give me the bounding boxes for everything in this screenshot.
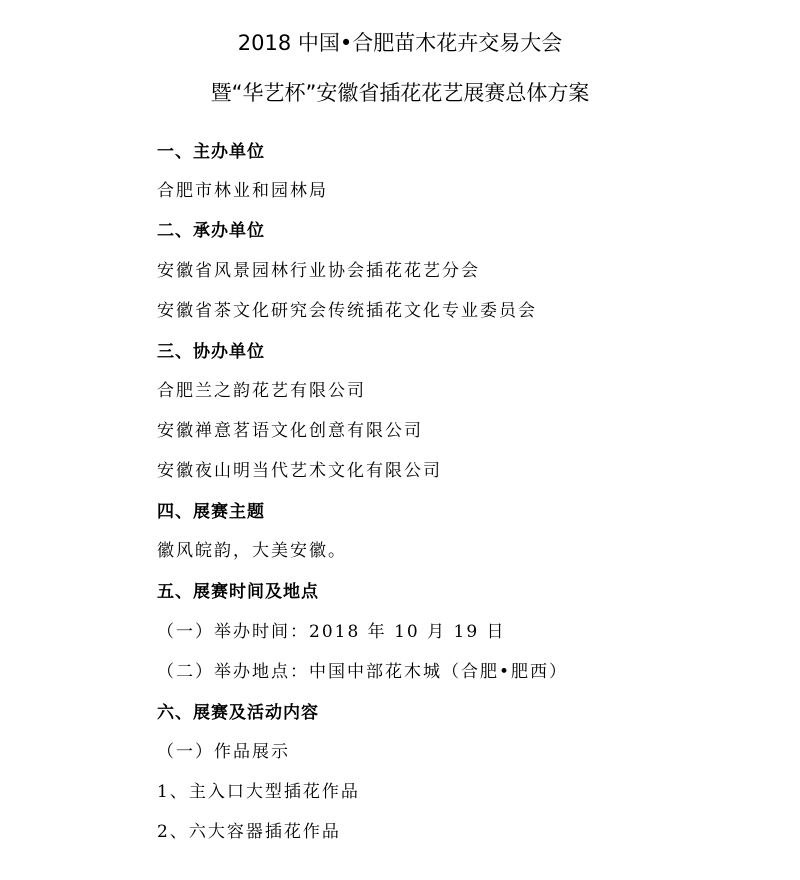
section-heading-time-place: 五、展赛时间及地点 [157,582,319,602]
section-heading-theme: 四、展赛主题 [157,502,265,522]
organizer-item: 合肥市林业和园林局 [157,181,328,201]
content-item-2: 2、六大容器插花作品 [157,822,341,842]
theme-text: 徽风皖韵，大美安徽。 [157,541,347,561]
co-organizer-item-2: 安徽禅意茗语文化创意有限公司 [157,421,423,441]
content-subheading-works: （一）作品展示 [157,742,290,762]
document-title-line-1: 2018 中国•合肥苗木花卉交易大会 [237,31,563,55]
section-heading-organizer: 一、主办单位 [157,142,265,162]
section-heading-content: 六、展赛及活动内容 [157,703,319,723]
event-time: （一）举办时间：2018 年 10 月 19 日 [157,622,506,642]
content-item-1: 1、主入口大型插花作品 [157,782,360,802]
section-heading-co-organizer: 三、协办单位 [157,342,265,362]
co-organizer-item-1: 合肥兰之韵花艺有限公司 [157,381,366,401]
event-place: （二）举办地点：中国中部花木城（合肥•肥西） [157,662,569,682]
co-organizer-item-3: 安徽夜山明当代艺术文化有限公司 [157,461,442,481]
undertaker-item-1: 安徽省风景园林行业协会插花花艺分会 [157,261,480,281]
undertaker-item-2: 安徽省茶文化研究会传统插花文化专业委员会 [157,301,537,321]
document-title-line-2: 暨“华艺杯”安徽省插花花艺展赛总体方案 [210,81,590,105]
section-heading-undertaker: 二、承办单位 [157,221,265,241]
